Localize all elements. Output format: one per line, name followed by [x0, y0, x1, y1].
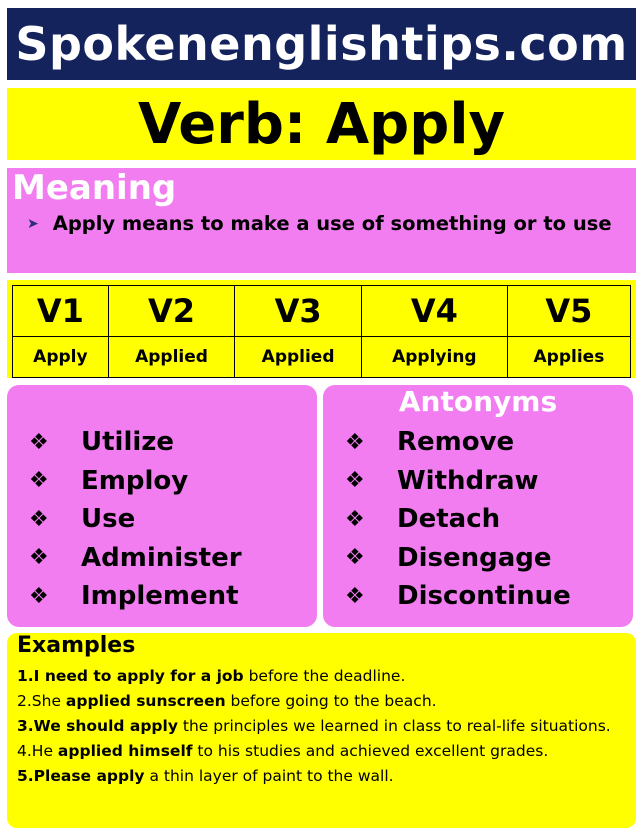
- example-highlight: applied himself: [57, 742, 193, 760]
- list-item: [345, 423, 571, 462]
- example-highlight: 5.Please apply: [17, 767, 145, 785]
- antonym-label: Detach: [397, 504, 501, 535]
- diamond-bullet-icon: ❖: [345, 506, 365, 532]
- examples-list: [17, 664, 629, 789]
- example-sentence: [17, 714, 629, 739]
- example-sentence: [17, 764, 629, 789]
- form-value-v1: Apply: [13, 337, 109, 378]
- site-title: Spokenenglishtips.com: [15, 17, 628, 71]
- example-highlight: 3.We should apply: [17, 717, 178, 735]
- list-item: [345, 500, 571, 539]
- form-header-v3: V3: [235, 286, 362, 337]
- antonym-label: Discontinue: [397, 581, 571, 612]
- form-header-v1: V1: [13, 286, 109, 337]
- example-text: before the deadline.: [243, 667, 406, 685]
- diamond-bullet-icon: ❖: [345, 583, 365, 609]
- diamond-bullet-icon: ❖: [29, 468, 49, 494]
- form-header-v2: V2: [108, 286, 235, 337]
- form-value-v5: Applies: [507, 337, 630, 378]
- list-item: [29, 423, 242, 462]
- list-item: [345, 539, 571, 578]
- arrow-bullet-icon: ➤: [27, 215, 39, 232]
- diamond-bullet-icon: ❖: [29, 583, 49, 609]
- antonym-label: Remove: [397, 427, 515, 458]
- example-text: 2.She: [17, 692, 66, 710]
- list-item: [345, 462, 571, 501]
- forms-header-row: [13, 286, 631, 337]
- antonym-label: Disengage: [397, 542, 552, 573]
- meaning-text: Apply means to make a use of something or to use: [52, 212, 612, 235]
- antonyms-panel: [323, 385, 633, 627]
- diamond-bullet-icon: ❖: [345, 468, 365, 494]
- example-sentence: [17, 689, 629, 714]
- example-text: the principles we learned in class to real-life situations.: [177, 717, 611, 735]
- synonym-label: Use: [81, 504, 136, 535]
- synonyms-list: [29, 423, 242, 616]
- form-value-v3: Applied: [235, 337, 362, 378]
- form-value-v4: Applying: [361, 337, 507, 378]
- list-item: [29, 462, 242, 501]
- verb-banner: [7, 88, 636, 160]
- examples-section: [7, 633, 636, 828]
- list-item: [29, 539, 242, 578]
- diamond-bullet-icon: ❖: [29, 429, 49, 455]
- site-header: [7, 8, 636, 80]
- form-header-v4: V4: [361, 286, 507, 337]
- list-item: [29, 500, 242, 539]
- meaning-title: Meaning: [12, 168, 177, 208]
- verb-forms-section: [7, 280, 636, 378]
- example-sentence: [17, 739, 629, 764]
- example-text: 4.He: [17, 742, 58, 760]
- diamond-bullet-icon: ❖: [345, 429, 365, 455]
- antonyms-list: [345, 423, 571, 616]
- synonym-label: Implement: [81, 581, 239, 612]
- example-sentence: [17, 664, 629, 689]
- form-value-v2: Applied: [108, 337, 235, 378]
- example-text: before going to the beach.: [225, 692, 437, 710]
- verb-forms-table: [12, 285, 631, 378]
- diamond-bullet-icon: ❖: [345, 545, 365, 571]
- antonym-label: Withdraw: [397, 465, 539, 496]
- example-text: a thin layer of paint to the wall.: [144, 767, 394, 785]
- diamond-bullet-icon: ❖: [29, 545, 49, 571]
- form-header-v5: V5: [507, 286, 630, 337]
- meaning-line: [27, 212, 612, 235]
- list-item: [29, 577, 242, 616]
- meaning-section: [7, 168, 636, 273]
- forms-value-row: [13, 337, 631, 378]
- example-highlight: applied sunscreen: [65, 692, 226, 710]
- synonym-label: Utilize: [81, 427, 175, 458]
- synonym-label: Administer: [81, 542, 242, 573]
- verb-title: Verb: Apply: [137, 91, 506, 157]
- example-highlight: 1.I need to apply for a job: [17, 667, 244, 685]
- antonyms-title: Antonyms: [398, 385, 558, 418]
- diamond-bullet-icon: ❖: [29, 506, 49, 532]
- synonym-label: Employ: [81, 465, 189, 496]
- synonyms-panel: [7, 385, 317, 627]
- list-item: [345, 577, 571, 616]
- examples-title: Examples: [17, 633, 136, 658]
- example-text: to his studies and achieved excellent grades.: [192, 742, 549, 760]
